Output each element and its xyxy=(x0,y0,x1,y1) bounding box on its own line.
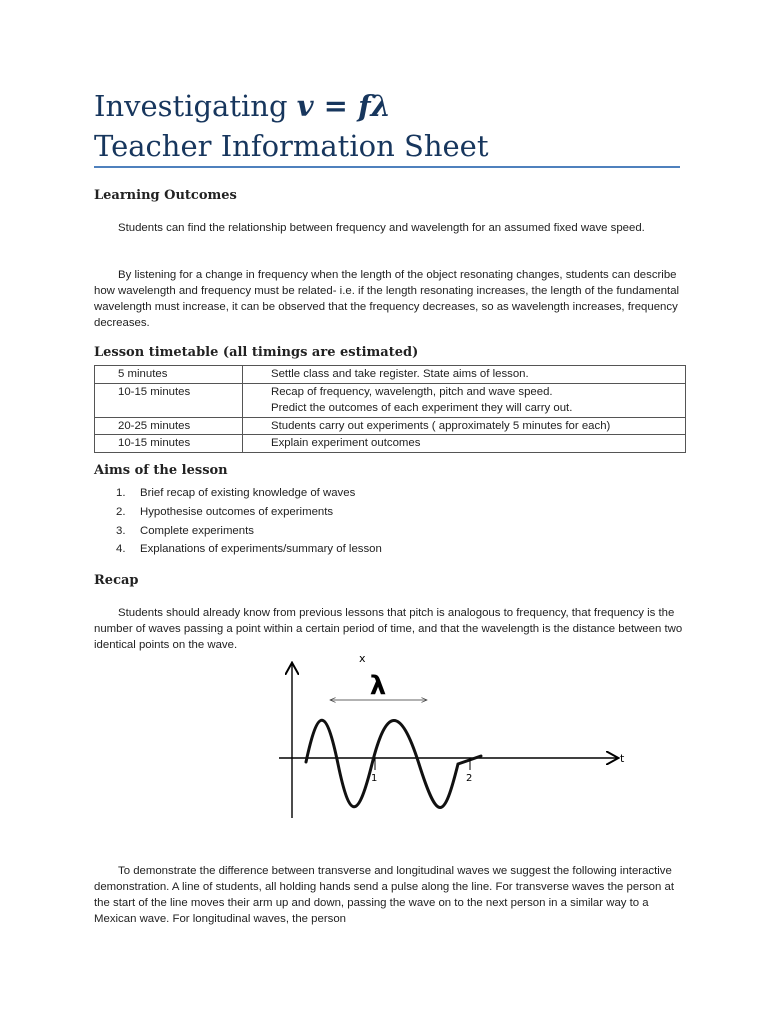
list-number: 2. xyxy=(116,505,126,518)
sine-wave xyxy=(306,720,481,807)
activity-line: Predict the outcomes of each experiment they will carry out. xyxy=(271,402,573,414)
activity-cell: Students carry out experiments ( approximately 5 minutes for each) xyxy=(243,417,686,435)
wavelength-label: λ xyxy=(369,671,387,701)
time-cell: 10-15 minutes xyxy=(95,435,243,453)
title-underline xyxy=(94,166,680,168)
title-line-1 xyxy=(94,86,686,126)
list-item xyxy=(94,484,382,503)
recap-paragraph: Students should already know from previous lessons that pitch is analogous to frequency, that frequency is the number of waves passing a point within a certain period of time, and that the wavelength is the distance between two identical points on the wave. xyxy=(94,607,683,651)
list-item xyxy=(94,522,382,541)
learning-outcomes-paragraph-2: By listening for a change in frequency when the length of the object resonating changes, students can describe how wavelength and frequency must be related- i.e. if the length resonating increases, the length of the fundamental wavelength must increase, it can be observed that the frequency decreases, so as wavelength increases, frequency decreases. xyxy=(94,269,680,329)
x-axis-label: t xyxy=(620,752,625,765)
activity-cell xyxy=(243,383,686,417)
table-row xyxy=(95,366,686,384)
aims-list xyxy=(94,484,382,559)
table-row xyxy=(95,417,686,435)
page-title xyxy=(94,86,686,166)
recap-heading: Recap xyxy=(94,573,139,588)
tick-1-label: 1 xyxy=(371,773,378,784)
title-line-2: Teacher Information Sheet xyxy=(94,129,489,163)
list-number: 3. xyxy=(116,524,126,537)
list-text: Complete experiments xyxy=(140,524,254,537)
list-text: Explanations of experiments/summary of lesson xyxy=(140,543,382,556)
list-item xyxy=(94,540,382,559)
table-row xyxy=(95,383,686,417)
wave-diagram xyxy=(259,652,625,827)
activity-cell: Settle class and take register. State aims of lesson. xyxy=(243,366,686,384)
time-cell: 5 minutes xyxy=(95,366,243,384)
list-number: 1. xyxy=(116,487,126,499)
time-cell: 10-15 minutes xyxy=(95,383,243,417)
learning-outcomes-paragraph-1: Students can find the relationship between frequency and wavelength for an assumed fixed wave speed. xyxy=(118,222,645,234)
activity-cell: Explain experiment outcomes xyxy=(243,435,686,453)
time-cell: 20-25 minutes xyxy=(95,417,243,435)
demo-paragraph: To demonstrate the difference between transverse and longitudinal waves we suggest the following interactive demonstration. A line of students, all holding hands send a pulse along the line. For transverse waves the person at the start of the line moves their arm up and down, passing the wave on to the next person in a similar way to a Mexican wave. For longitudinal waves, the person xyxy=(94,865,675,925)
list-text: Brief recap of existing knowledge of waves xyxy=(140,487,356,499)
list-text: Hypothesise outcomes of experiments xyxy=(140,505,334,518)
y-axis-label: x xyxy=(359,652,366,665)
list-number: 4. xyxy=(116,543,126,556)
tick-2-label: 2 xyxy=(466,773,473,784)
title-prefix: Investigating xyxy=(94,89,297,123)
list-item xyxy=(94,503,382,522)
activity-line: Recap of frequency, wavelength, pitch and wave speed. xyxy=(271,385,553,398)
title-equation: v = fλ xyxy=(296,89,391,123)
timetable-heading: Lesson timetable (all timings are estimated) xyxy=(94,345,419,360)
table-row xyxy=(95,435,686,453)
timetable xyxy=(94,365,686,453)
aims-heading: Aims of the lesson xyxy=(94,463,228,478)
learning-outcomes-heading: Learning Outcomes xyxy=(94,188,237,203)
